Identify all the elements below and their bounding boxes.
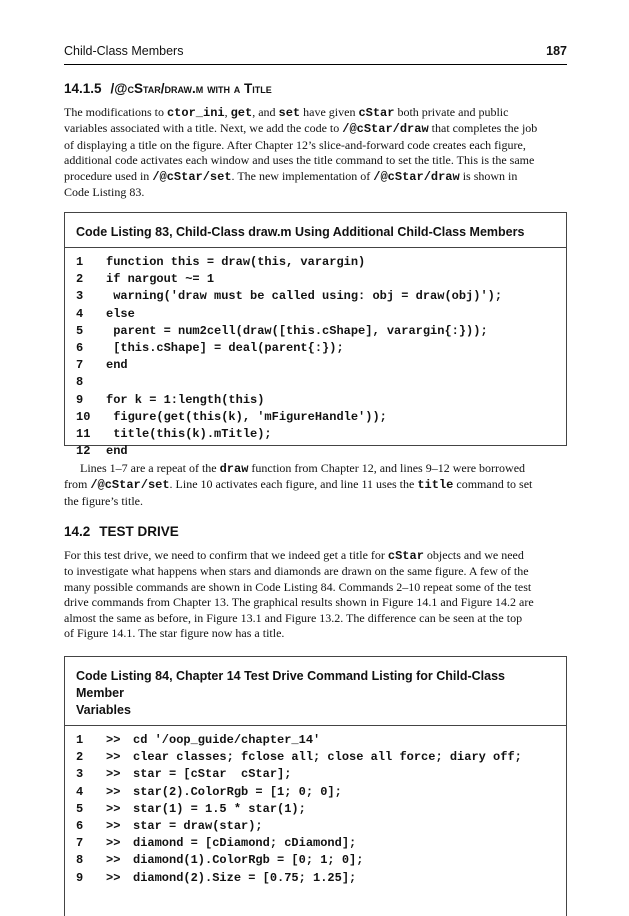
code-text: end [106, 358, 128, 373]
text-run: that completes the job [428, 121, 538, 136]
code-text: if nargout ~= 1 [106, 272, 215, 287]
text-run: For this test drive, we need to confirm that we indeed get a title for [64, 548, 388, 562]
text-run: of Figure 14.1. The star figure now has a title. [64, 626, 285, 641]
code-line [65, 802, 566, 819]
text-run: Code Listing 83. [64, 185, 145, 200]
text-line [64, 564, 567, 579]
text-line [64, 494, 567, 509]
line-number: 9 [76, 392, 84, 407]
line-number: 5 [76, 801, 84, 816]
code-line [65, 444, 566, 461]
line-number: 8 [76, 375, 84, 390]
line-number: 7 [76, 836, 84, 851]
code-text: star(2).ColorRgb = [1; 0; 0]; [133, 784, 342, 799]
text-run: The modifications to [64, 105, 167, 119]
text-run: command to set [453, 477, 533, 492]
code-line [65, 410, 566, 427]
code-line [65, 272, 566, 289]
line-number: 2 [76, 272, 84, 287]
code-text: star(1) = 1.5 * star(1); [133, 801, 306, 816]
inline-code: /@cStar/set [90, 478, 170, 493]
code-line [65, 255, 566, 272]
text-run: Lines 1–7 are a repeat of the [80, 461, 220, 475]
inline-code: draw [219, 462, 249, 476]
line-number: 9 [76, 870, 84, 885]
section-title-suffix: with a Title [207, 81, 272, 96]
code-line [65, 341, 566, 358]
text-line [64, 185, 567, 200]
text-run: the figure’s title. [64, 493, 143, 508]
line-number: 1 [76, 733, 84, 747]
code-line [65, 767, 566, 784]
code-line [65, 324, 566, 341]
code-line [65, 819, 566, 836]
inline-code: /@cStar/draw [373, 169, 460, 184]
paragraph-2 [64, 461, 567, 509]
code-text: clear classes; fclose all; close all force; diary off; [133, 750, 522, 765]
text-run: to investigate what happens when stars and diamonds are drawn on the same figure. A few of the [64, 564, 529, 579]
code-listing-84-title [65, 657, 566, 719]
text-line [64, 477, 567, 493]
code-text: diamond(1).ColorRgb = [0; 1; 0]; [133, 853, 364, 868]
text-run: . Line 10 activates each figure, and line 11 uses the [169, 477, 418, 492]
code-line [65, 871, 566, 888]
code-text: figure(get(this(k), 'mFigureHandle')); [106, 409, 387, 424]
code-line [65, 358, 566, 375]
code-line [65, 307, 566, 324]
line-number: 7 [76, 358, 84, 373]
text-line [64, 105, 567, 121]
page-number: 187 [546, 44, 567, 58]
section-number: 14.1.5 [64, 81, 102, 96]
inline-code: set [278, 106, 301, 120]
text-run: almost the same as before, in Figure 13.1 and Figure 13.2. The difference can be seen at the top [64, 610, 523, 625]
paragraph-3 [64, 548, 567, 641]
code-listing-84-title-line1: Code Listing 84, Chapter 14 Test Drive Command Listing for Child-Class Member [76, 669, 506, 700]
prompt: >> [106, 836, 121, 851]
line-number: 11 [76, 426, 91, 441]
text-run: procedure used in [64, 168, 153, 183]
prompt: >> [106, 750, 121, 765]
code-listing-83-title: Code Listing 83, Child-Class draw.m Using Additional Child-Class Members [76, 225, 525, 239]
line-number: 4 [76, 784, 84, 799]
prompt: >> [106, 784, 121, 799]
code-listing-84-title-line2: Variables [76, 703, 131, 717]
text-run: variables associated with a title. Next, we add the code to [64, 121, 343, 136]
text-line [64, 461, 567, 477]
prompt: >> [106, 767, 121, 782]
prompt: >> [106, 870, 121, 885]
prompt: >> [106, 733, 121, 747]
code-listing-84-body [65, 726, 566, 894]
inline-code: ctor_ini [166, 106, 225, 120]
code-text: [this.cShape] = deal(parent{:}); [106, 340, 344, 355]
inline-code: /@cStar/draw [342, 122, 429, 137]
text-run: both private and public [394, 105, 509, 119]
prompt: >> [106, 853, 121, 868]
line-number: 1 [76, 255, 84, 269]
code-listing-83 [64, 212, 567, 459]
text-run: is shown in [459, 168, 518, 183]
code-listing-84 [64, 656, 567, 916]
section-title-path: /@cStar/draw.m [110, 81, 204, 96]
code-line [65, 289, 566, 306]
text-line [64, 580, 567, 595]
code-text: cd '/oop_guide/chapter_14' [133, 733, 321, 747]
code-line [65, 375, 566, 392]
section-title: TEST DRIVE [99, 524, 179, 539]
text-line [64, 595, 567, 610]
code-text: diamond(2).Size = [0.75; 1.25]; [133, 870, 357, 885]
line-number: 3 [76, 767, 84, 782]
line-number: 12 [76, 444, 91, 459]
inline-code: cStar [387, 549, 424, 563]
text-run: additional code activates each window and uses the title command to set the title. This is the same [64, 153, 535, 168]
line-number: 2 [76, 750, 84, 765]
inline-code: cStar [358, 106, 395, 120]
section-number: 14.2 [64, 524, 91, 539]
code-line [65, 427, 566, 444]
inline-code: get [230, 106, 253, 120]
code-text: else [106, 306, 135, 321]
text-run: , and [252, 105, 279, 119]
line-number: 6 [76, 818, 84, 833]
line-number: 8 [76, 853, 84, 868]
code-text: for k = 1:length(this) [106, 392, 265, 407]
code-text: end [106, 444, 128, 459]
code-listing-83-body [65, 248, 566, 467]
prompt: >> [106, 818, 121, 833]
code-text: diamond = [cDiamond; cDiamond]; [133, 836, 357, 851]
text-line [64, 153, 567, 168]
code-text: parent = num2cell(draw([this.cShape], varargin{:})); [106, 323, 488, 338]
line-number: 3 [76, 289, 84, 304]
line-number: 4 [76, 306, 84, 321]
section-heading-14-1-5 [64, 81, 272, 96]
code-text: title(this(k).mTitle); [106, 426, 272, 441]
code-text: function this = draw(this, varargin) [106, 255, 366, 269]
prompt: >> [106, 801, 121, 816]
line-number: 6 [76, 340, 84, 355]
section-heading-14-2 [64, 524, 179, 539]
code-line [65, 393, 566, 410]
text-run: of displaying a title on the figure. After Chapter 12’s slice-and-forward code creates each figure, [64, 137, 526, 152]
text-run: objects and we need [423, 548, 524, 562]
text-run: drive commands from Chapter 13. The graphical results shown in Figure 14.1 and Figure 14.2 are [64, 595, 534, 610]
code-line [65, 836, 566, 853]
line-number: 10 [76, 409, 91, 424]
paragraph-1 [64, 105, 567, 200]
header-rule [64, 64, 567, 65]
text-run: from [64, 477, 91, 492]
text-run: , [224, 105, 231, 119]
inline-code: /@cStar/set [152, 169, 232, 184]
inline-code: title [417, 478, 454, 493]
line-number: 5 [76, 323, 84, 338]
code-line [65, 785, 566, 802]
text-run: have given [300, 105, 359, 119]
running-header-title: Child-Class Members [64, 44, 184, 58]
text-line [64, 626, 567, 641]
code-line [65, 733, 566, 750]
text-run: . The new implementation of [231, 168, 374, 183]
code-line [65, 853, 566, 870]
text-line [64, 169, 567, 185]
text-line [64, 138, 567, 153]
text-line [64, 121, 567, 137]
text-line [64, 548, 567, 564]
code-text: warning('draw must be called using: obj = draw(obj)'); [106, 289, 503, 304]
code-text: star = [cStar cStar]; [133, 767, 292, 782]
text-run: function from Chapter 12, and lines 9–12 were borrowed [248, 461, 526, 475]
code-text: star = draw(star); [133, 818, 263, 833]
text-line [64, 611, 567, 626]
code-line [65, 750, 566, 767]
text-run: many possible commands are shown in Code Listing 84. Commands 2–10 repeat some of the test [64, 579, 532, 594]
